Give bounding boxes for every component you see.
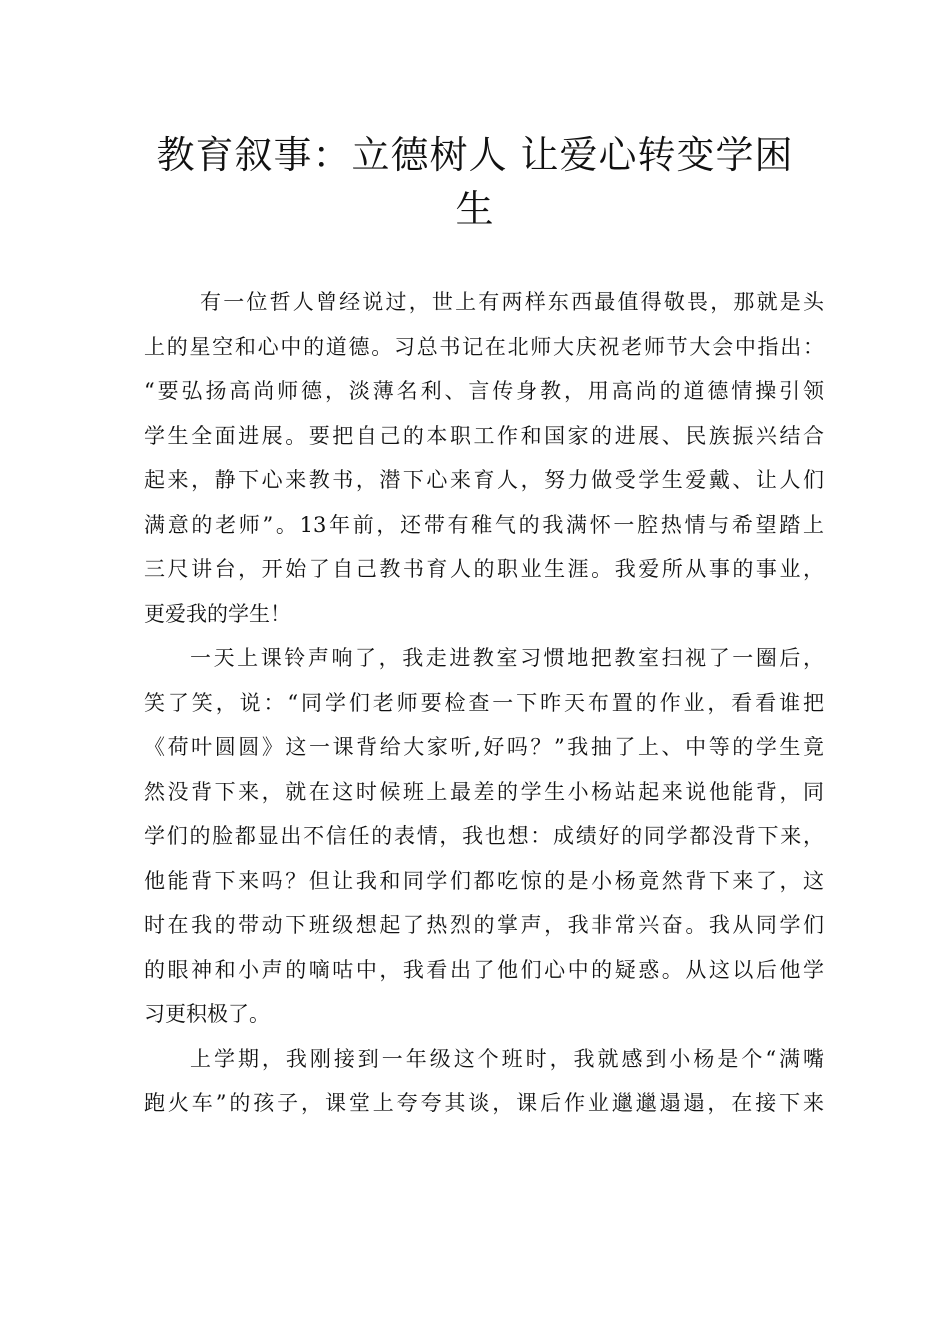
text-line: 上学期，我刚接到一年级这个班时，我就感到小杨是个“满嘴 xyxy=(190,1046,824,1071)
text-line: 的眼神和小声的嘀咕中，我看出了他们心中的疑惑。从这以后他学 xyxy=(144,957,824,982)
text-line: 然没背下来，就在这时候班上最差的学生小杨站起来说他能背，同 xyxy=(144,779,824,804)
paragraph xyxy=(144,280,824,636)
text-line: 起来，静下心来教书，潜下心来育人，努力做受学生爱戴、让人们 xyxy=(144,468,824,492)
text-line: 他能背下来吗？但让我和同学们都吃惊的是小杨竟然背下来了，这 xyxy=(144,868,824,893)
paragraph xyxy=(144,1037,824,1126)
text-line: 三尺讲台，开始了自己教书育人的职业生涯。我爱所从事的事业， xyxy=(144,557,824,581)
text-line: 学生全面进展。要把自己的本职工作和国家的进展、民族振兴结合 xyxy=(144,423,824,448)
text-line: 上的星空和心中的道德。习总书记在北师大庆祝老师节大会中指出： xyxy=(144,334,824,359)
text-line: 一天上课铃声响了，我走进教室习惯地把教室扫视了一圈后， xyxy=(190,646,824,670)
text-line: 跑火车”的孩子，课堂上夸夸其谈，课后作业邋邋遢遢，在接下来 xyxy=(144,1091,824,1115)
text-line: 习更积极了。 xyxy=(144,1002,270,1026)
document-title: 教育叙事：立德树人 让爱心转变学困生 xyxy=(156,133,794,231)
text-line: 满意的老师”。13年前，还带有稚气的我满怀一腔热情与希望踏上 xyxy=(144,512,824,537)
text-line: 学们的脸都显出不信任的表情，我也想：成绩好的同学都没背下来， xyxy=(144,824,824,848)
text-line: 时在我的带动下班级想起了热烈的掌声，我非常兴奋。我从同学们 xyxy=(144,913,824,937)
paragraph xyxy=(144,636,824,1037)
text-line: 更爱我的学生！ xyxy=(144,601,291,626)
document-body xyxy=(144,280,824,1126)
text-line: 笑了笑，说：“同学们老师要检查一下昨天布置的作业，看看谁把 xyxy=(144,690,824,715)
text-line: “要弘扬高尚师德，淡薄名利、言传身教，用高尚的道德情操引领 xyxy=(144,379,824,403)
text-line: 有一位哲人曾经说过，世上有两样东西最值得敬畏，那就是头 xyxy=(200,290,824,314)
text-line: 《荷叶圆圆》这一课背给大家听,好吗？”我抽了上、中等的学生竟 xyxy=(144,735,824,759)
